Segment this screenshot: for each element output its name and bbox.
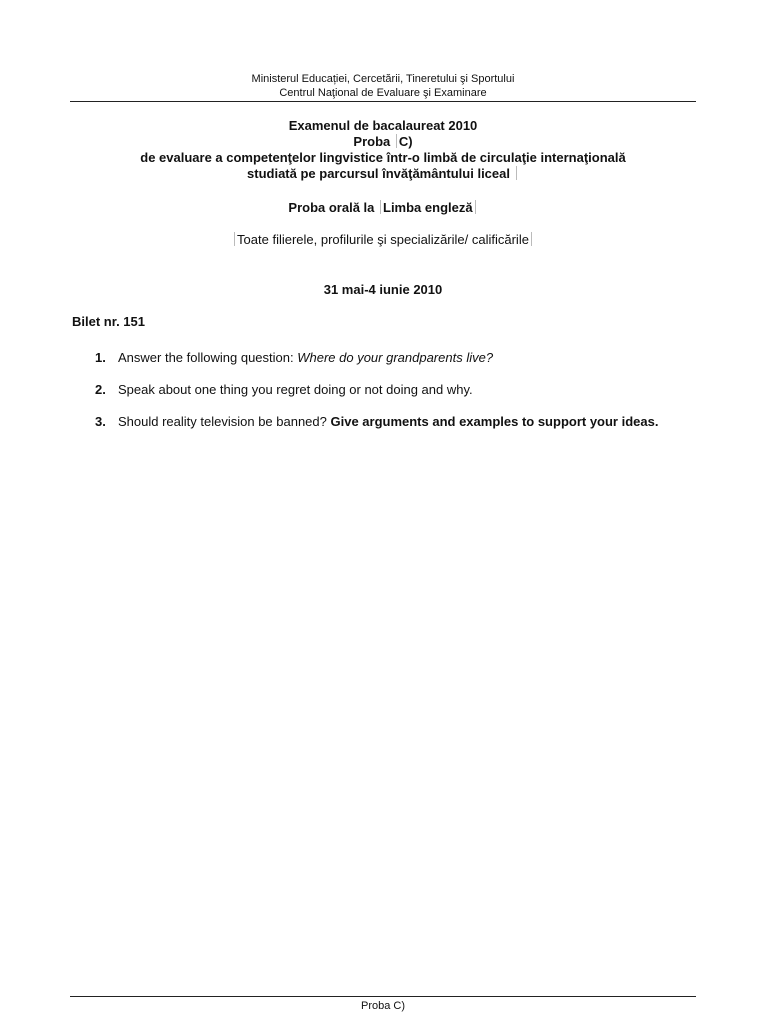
proba-line xyxy=(70,134,696,150)
field-marker xyxy=(380,200,381,214)
oral-exam-subtitle xyxy=(70,200,696,216)
question-text xyxy=(118,414,695,429)
field-marker xyxy=(531,232,532,246)
question-number: 1. xyxy=(95,350,106,365)
field-marker xyxy=(396,134,397,148)
question-item xyxy=(95,382,695,397)
exam-title: Examenul de bacalaureat 2010 xyxy=(288,118,478,133)
question-item xyxy=(95,414,695,429)
proba-prefix: Proba xyxy=(353,134,394,149)
subtitle-prefix: Proba orală la xyxy=(288,200,378,215)
question-number: 3. xyxy=(95,414,106,429)
evaluation-center-name: Centrul Naţional de Evaluare şi Examinare xyxy=(279,87,487,99)
question-text-plain: Answer the following question: xyxy=(118,350,298,365)
question-item xyxy=(95,350,695,365)
exam-title-block xyxy=(70,118,696,182)
ministry-name: Ministerul Educației, Cercetării, Tineretului şi Sportului xyxy=(251,73,515,85)
subtitle-language: Limba engleză xyxy=(383,200,473,215)
page-header xyxy=(70,72,696,102)
question-text xyxy=(118,350,695,365)
question-list xyxy=(95,350,695,446)
exam-description-text: studiată pe parcursul învăţământului liceal xyxy=(247,166,510,181)
field-marker xyxy=(475,200,476,214)
question-text-plain: Speak about one thing you regret doing or not doing and why. xyxy=(118,382,473,397)
audience-text: Toate filierele, profilurile şi specializările/ calificările xyxy=(237,232,529,247)
page-footer: Proba C) xyxy=(70,996,696,1013)
exam-description-cont xyxy=(70,166,696,182)
field-marker xyxy=(234,232,235,246)
question-text-strong: Give arguments and examples to support your ideas. xyxy=(330,414,659,429)
ticket-number: Bilet nr. 151 xyxy=(72,314,145,329)
proba-code: C) xyxy=(398,134,413,149)
question-text xyxy=(118,382,695,397)
field-marker xyxy=(516,166,517,180)
question-number: 2. xyxy=(95,382,106,397)
audience-line xyxy=(70,232,696,248)
question-text-emphasis: Where do your grandparents live? xyxy=(297,350,494,365)
exam-date: 31 mai-4 iunie 2010 xyxy=(323,282,443,297)
exam-description: de evaluare a competenţelor lingvistice într-o limbă de circulaţie internaţională xyxy=(140,150,626,165)
question-text-plain: Should reality television be banned? xyxy=(118,414,331,429)
